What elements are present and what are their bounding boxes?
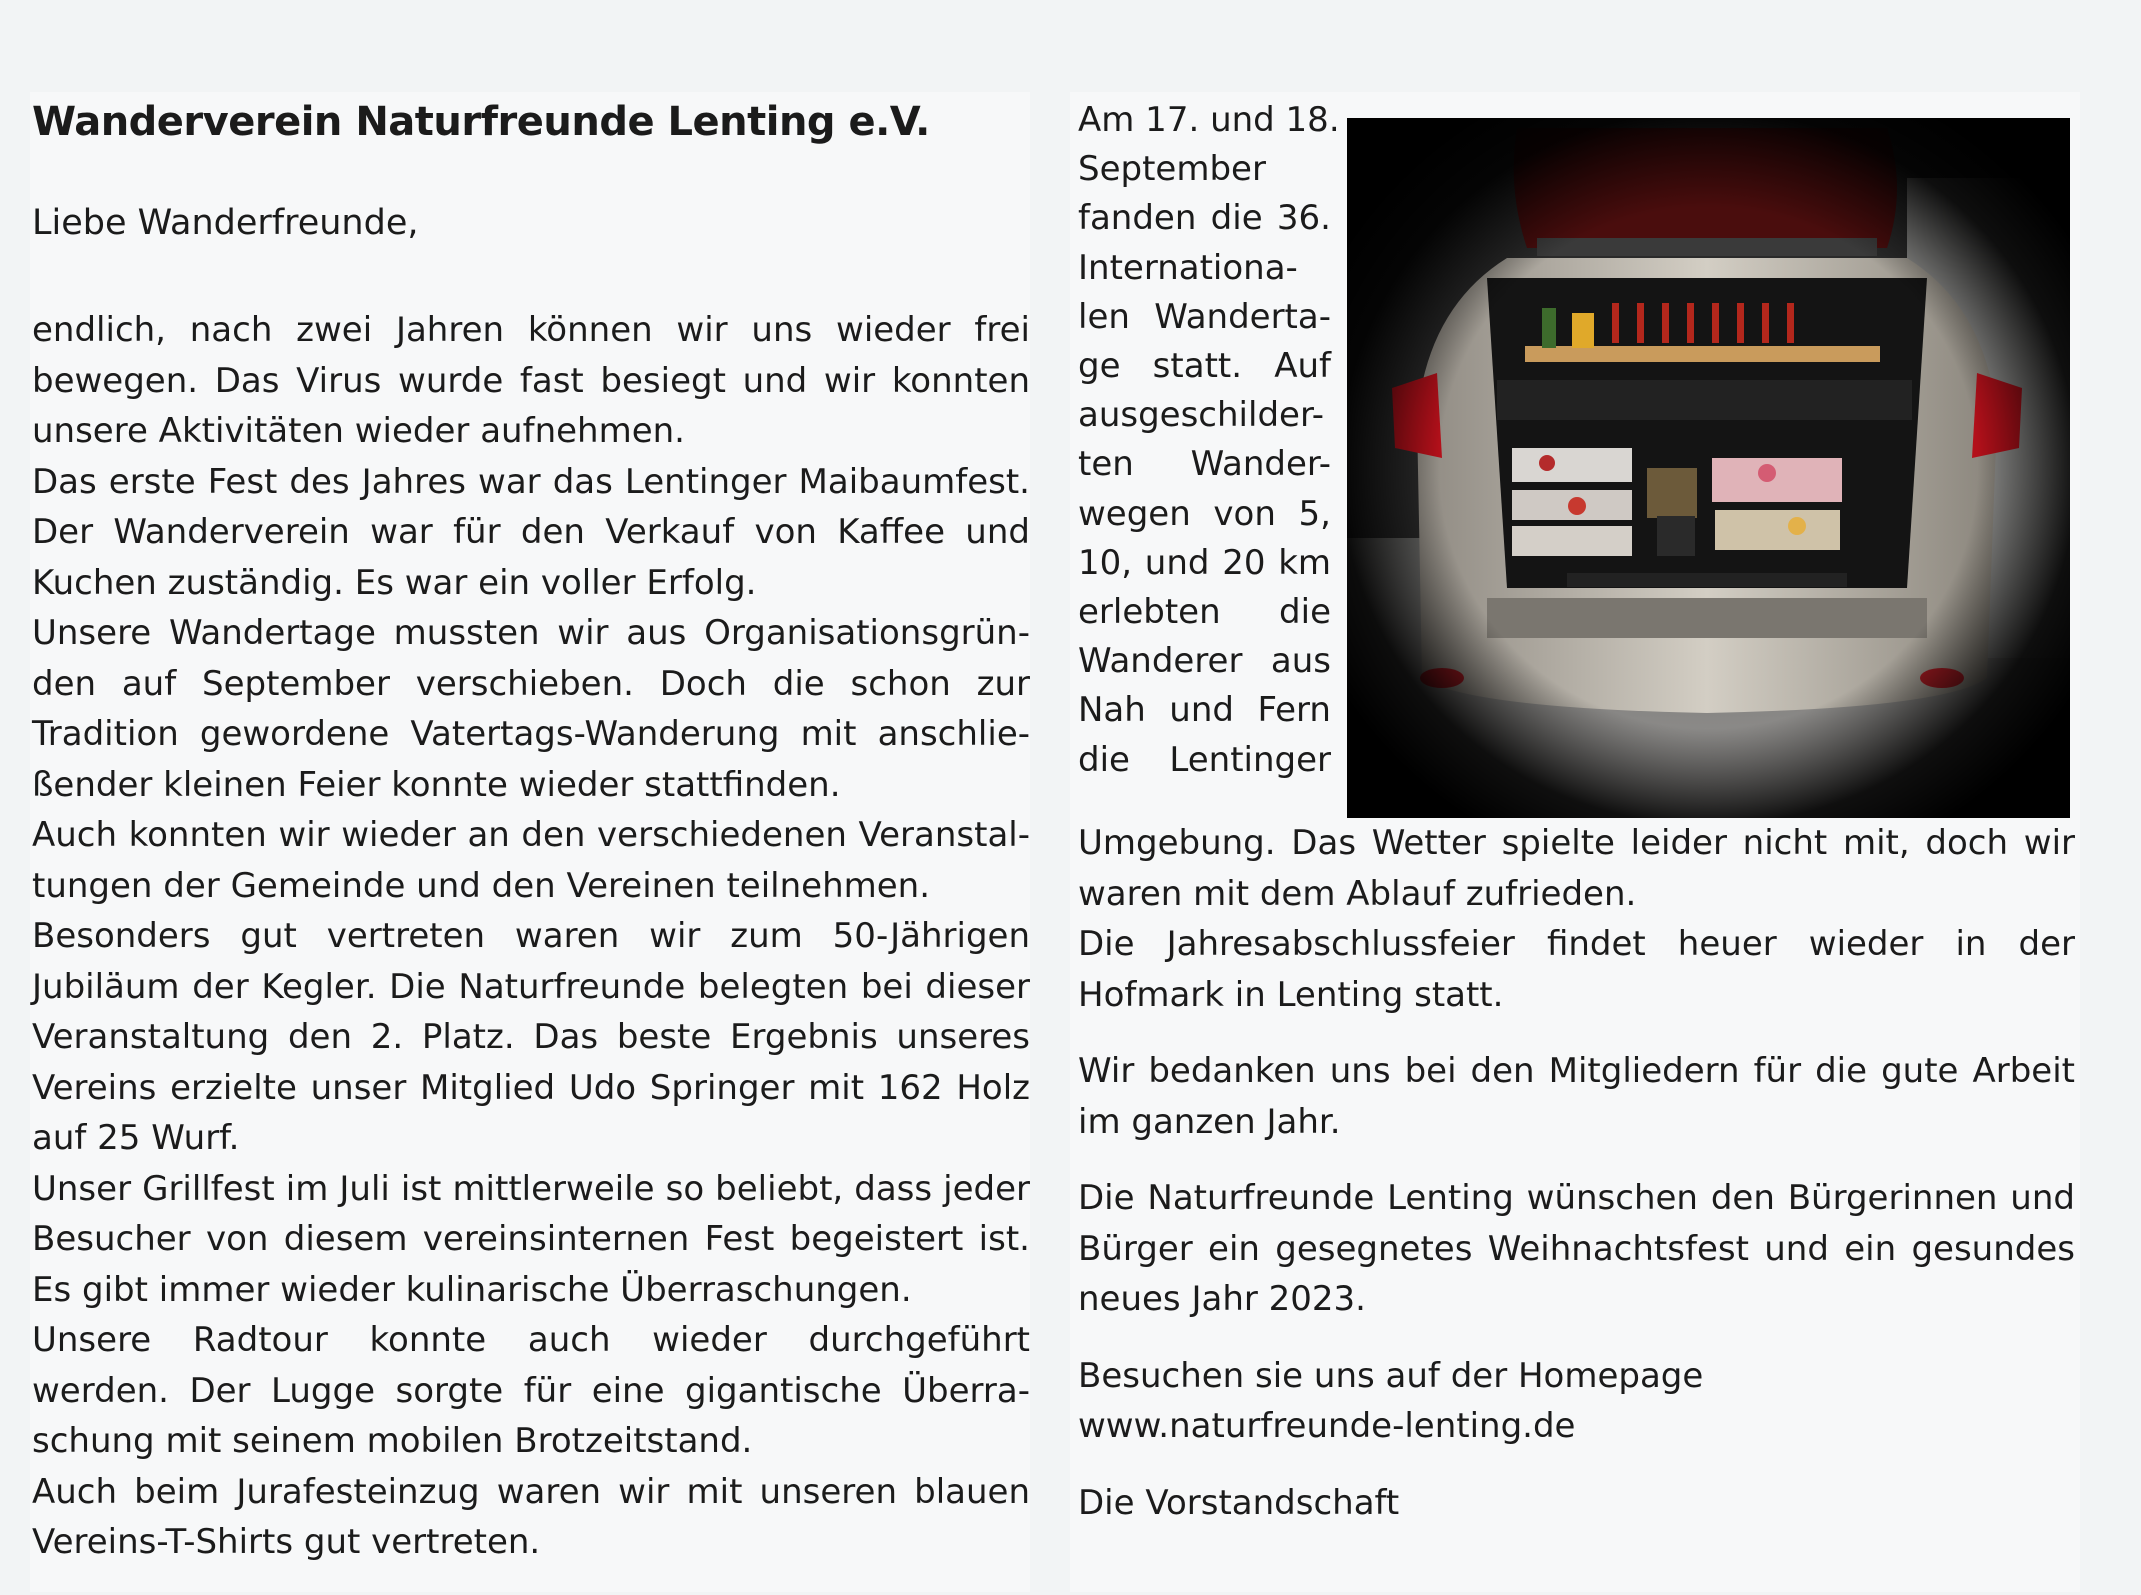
text-line: bewegen. Das Virus wurde fast besiegt und wir konnten: [32, 360, 1030, 401]
text-line: den auf September verschieben. Doch die schon zur: [32, 663, 1030, 704]
text-line: endlich, nach zwei Jahren können wir uns wieder frei: [32, 310, 1030, 350]
text-line: Am 17. und 18.: [1078, 100, 1340, 140]
text-line: schung mit seinem mobilen Brotzeitstand.: [32, 1421, 753, 1461]
greeting: Liebe Wanderfreunde,: [32, 203, 419, 243]
text-line: Wir bedanken uns bei den Mitgliedern für die gute Arbeit: [1078, 1051, 2075, 1091]
text-line: im ganzen Jahr.: [1078, 1101, 1341, 1142]
text-line: www.naturfreunde-lenting.de: [1078, 1406, 1576, 1446]
article-heading: Wanderverein Naturfreunde Lenting e.V.: [32, 99, 930, 145]
text-line: Auch beim Jurafesteinzug waren wir mit unseren blauen: [32, 1471, 1030, 1512]
text-line: Besuchen sie uns auf der Homepage: [1078, 1355, 1704, 1396]
text-line: len Wanderta-: [1078, 296, 1331, 337]
text-line: 10, und 20 km: [1078, 542, 1331, 583]
text-line: fanden die 36.: [1078, 198, 1331, 239]
text-line: unsere Aktivitäten wieder aufnehmen.: [32, 411, 685, 451]
text-line: Hofmark in Lenting statt.: [1078, 974, 1504, 1015]
text-line: September: [1078, 149, 1266, 190]
text-line: Jubiläum der Kegler. Die Naturfreunde belegten bei dieser: [32, 966, 1030, 1007]
text-line: ausgeschilder-: [1078, 395, 1325, 436]
text-line: Der Wanderverein war für den Verkauf von Kaffee und: [32, 512, 1030, 552]
text-line: werden. Der Lugge sorgte für eine gigantische Überra-: [32, 1370, 1030, 1411]
text-line: Die Naturfreunde Lenting wünschen den Bürgerinnen und: [1078, 1178, 2075, 1218]
text-line: Unsere Radtour konnte auch wieder durchgeführt: [32, 1320, 1030, 1360]
text-line: auf 25 Wurf.: [32, 1118, 240, 1158]
text-line: ge statt. Auf: [1078, 346, 1331, 386]
text-line: Bürger ein gesegnetes Weihnachtsfest und ein gesundes: [1078, 1228, 2075, 1269]
text-line: Nah und Fern: [1078, 690, 1331, 731]
text-line: Vereins-T-Shirts gut vertreten.: [32, 1522, 541, 1562]
text-line: ßender kleinen Feier konnte wieder stattfinden.: [32, 764, 841, 805]
text-line: Kuchen zuständig. Es war ein voller Erfolg.: [32, 562, 757, 603]
text-line: ten Wander-: [1078, 444, 1331, 485]
text-line: Unser Grillfest im Juli ist mittlerweile so beliebt, dass jeder: [32, 1168, 1030, 1209]
text-line: waren mit dem Ablauf zufrieden.: [1078, 873, 1637, 914]
text-line: Internationa-: [1078, 247, 1298, 288]
text-line: Tradition gewordene Vatertags-Wanderung mit anschlie-: [32, 714, 1030, 754]
text-line: neues Jahr 2023.: [1078, 1279, 1366, 1319]
text-line: Die Vorstandschaft: [1078, 1482, 1400, 1523]
text-line: wegen von 5,: [1078, 493, 1331, 534]
text-line: Das erste Fest des Jahres war das Lentinger Maibaumfest.: [32, 461, 1030, 502]
text-line: Umgebung. Das Wetter spielte leider nicht mit, doch wir: [1078, 823, 2075, 863]
text-line: Wanderer aus: [1078, 641, 1331, 682]
text-line: Es gibt immer wieder kulinarische Überraschungen.: [32, 1269, 912, 1310]
text-line: tungen der Gemeinde und den Vereinen teilnehmen.: [32, 865, 931, 906]
text-line: Die Jahresabschlussfeier findet heuer wieder in der: [1078, 924, 2075, 964]
text-line: Vereins erzielte unser Mitglied Udo Springer mit 162 Holz: [32, 1067, 1030, 1108]
text-line: die Lentinger: [1078, 739, 1331, 780]
text-line: Besucher von diesem vereinsinternen Fest begeistert ist.: [32, 1219, 1030, 1259]
text-line: Auch konnten wir wieder an den verschiedenen Veranstal-: [32, 815, 1030, 855]
text-line: Unsere Wandertage mussten wir aus Organisationsgrün-: [32, 613, 1030, 653]
text-line: Veranstaltung den 2. Platz. Das beste Ergebnis unseres: [32, 1017, 1030, 1057]
text-line: erlebten die: [1078, 592, 1331, 632]
text-line: Besonders gut vertreten waren wir zum 50-Jährigen: [32, 916, 1030, 956]
car-trunk-buffet-photo: [1347, 118, 2070, 818]
